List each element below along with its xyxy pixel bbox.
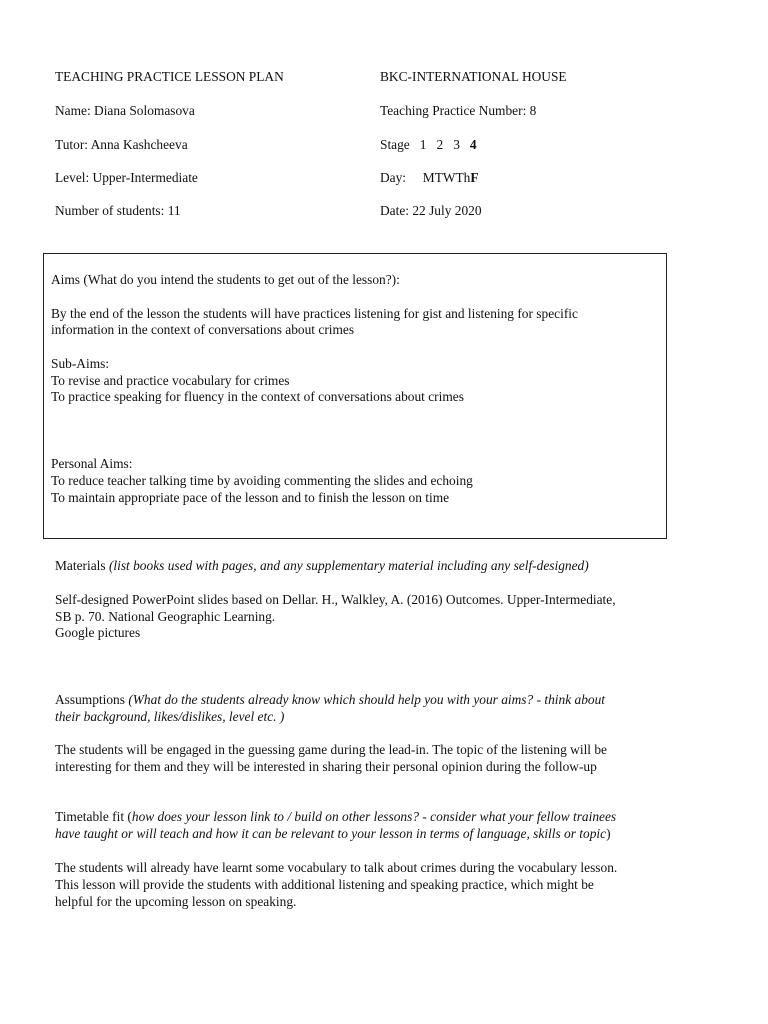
timetable-note-line-2: [55, 825, 611, 842]
assumptions-line-1: The students will be engaged in the guessing game during the lead-in. The topic of the listening will be: [55, 742, 607, 757]
stage-number-1: 1: [419, 137, 427, 152]
materials-label: Materials: [55, 558, 106, 573]
personal-aims-heading: Personal Aims:: [51, 456, 133, 471]
day-label: Day:: [380, 170, 407, 185]
day-row: [380, 170, 479, 186]
stage-current: 4: [469, 137, 477, 152]
materials-line-1: Self-designed PowerPoint slides based on Dellar. H., Walkley, A. (2016) Outcomes. Upper-Intermediate,: [55, 592, 616, 607]
timetable-label: Timetable fit (: [55, 809, 132, 824]
materials-note: (list books used with pages, and any supplementary material including any self-designed): [108, 558, 589, 573]
assumptions-line-2: interesting for them and they will be interested in sharing their personal opinion during the follow-up: [55, 759, 597, 774]
assumptions-label: Assumptions: [55, 692, 125, 707]
day-current: F: [470, 170, 479, 185]
stage-number-2: 2: [436, 137, 444, 152]
aims-main-line-2: information in the context of conversations about crimes: [51, 322, 355, 337]
trainee-name: Name: Diana Solomasova: [55, 103, 195, 118]
number-of-students: Number of students: 11: [55, 203, 181, 218]
timetable-line-1: The students will already have learnt some vocabulary to talk about crimes during the vocabulary lesson.: [55, 860, 618, 875]
tutor-name: Tutor: Anna Kashcheeva: [55, 137, 188, 152]
sub-aims-heading: Sub-Aims:: [51, 356, 110, 371]
timetable-line-3: helpful for the upcoming lesson on speaking.: [55, 894, 297, 909]
tp-number: Teaching Practice Number: 8: [380, 103, 537, 118]
institution-name: BKC-INTERNATIONAL HOUSE: [380, 69, 567, 84]
assumptions-note-1: (What do the students already know which should help you with your aims? - think about: [128, 692, 605, 707]
stage-number-3: 3: [453, 137, 460, 152]
timetable-note-1: how does your lesson link to / build on other lessons? - consider what your fellow trainees: [131, 809, 617, 824]
sub-aim-2: To practice speaking for fluency in the context of conversations about crimes: [51, 389, 464, 404]
assumptions-heading: [55, 691, 605, 708]
timetable-note-2: have taught or will teach and how it can be relevant to your lesson in terms of language, skills or topic: [55, 826, 607, 841]
level: Level: Upper-Intermediate: [55, 170, 198, 185]
stage-row: [380, 137, 477, 153]
assumptions-note-2: their background, likes/dislikes, level etc. ): [55, 709, 285, 724]
materials-heading: [55, 557, 589, 574]
stage-label: Stage: [380, 137, 410, 152]
lesson-plan-title: TEACHING PRACTICE LESSON PLAN: [55, 69, 284, 84]
materials-line-3: Google pictures: [55, 625, 141, 640]
timetable-heading: [55, 808, 616, 825]
aims-main-line-1: By the end of the lesson the students will have practices listening for gist and listening for specific: [51, 306, 578, 321]
day-regular: MTWTh: [422, 170, 471, 185]
sub-aim-1: To revise and practice vocabulary for crimes: [51, 373, 290, 388]
aims-heading: Aims (What do you intend the students to get out of the lesson?):: [51, 272, 400, 287]
materials-line-2: SB p. 70. National Geographic Learning.: [55, 609, 276, 624]
timetable-close: ): [606, 826, 611, 841]
personal-aim-2: To maintain appropriate pace of the lesson and to finish the lesson on time: [51, 490, 450, 505]
lesson-date: Date: 22 July 2020: [380, 203, 482, 218]
timetable-line-2: This lesson will provide the students with additional listening and speaking practice, which might be: [55, 877, 594, 892]
personal-aim-1: To reduce teacher talking time by avoiding commenting the slides and echoing: [51, 473, 473, 488]
